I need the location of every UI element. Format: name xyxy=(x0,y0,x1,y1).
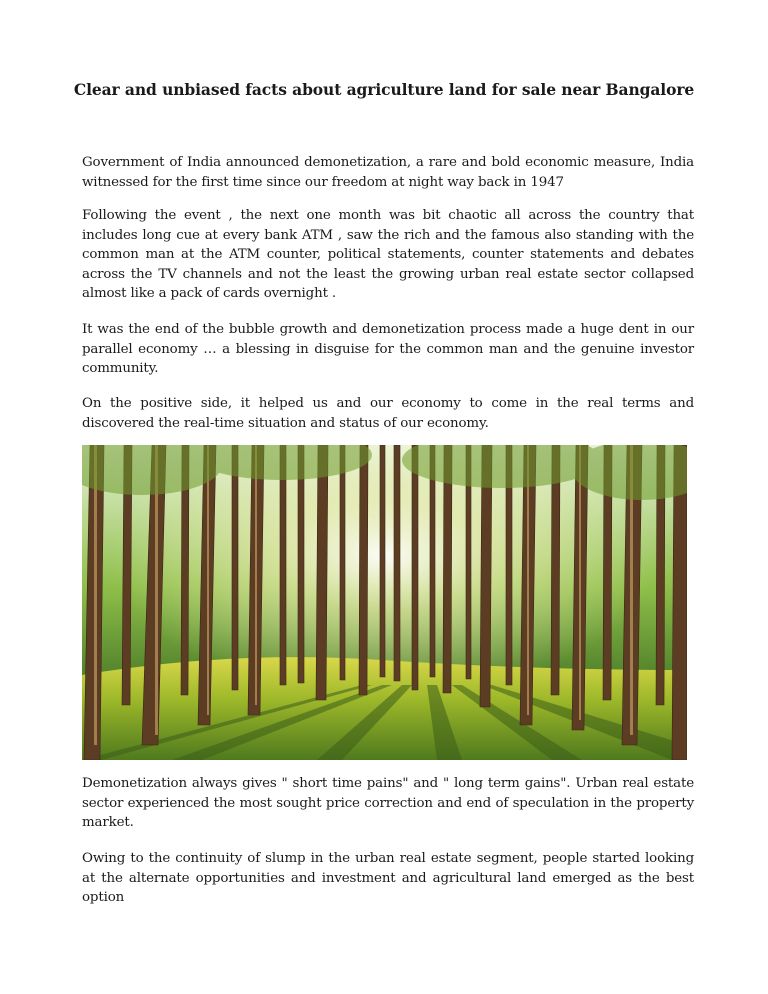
paragraph-agricultural-land: Owing to the continuity of slump in the urban real estate segment, people started looking at the alternate opportunities and investment and agricultural land emerged as the best option xyxy=(82,851,694,905)
paragraph-bubble-end: It was the end of the bubble growth and demonetization process made a huge dent in our parallel economy … a blessing in disguise for the common man and the genuine investor community. xyxy=(82,322,694,376)
paragraph-aftermath: Following the event , the next one month was bit chaotic all across the country that includes long cue at every bank ATM , saw the rich and the famous also standing with the common man at the ATM counter, political statements, counter statements and debates across the TV channels and not the least the growing urban real estate sector collapsed almost like a pack of cards overnight . xyxy=(82,208,694,301)
paragraph-positive-side: On the positive side, it helped us and our economy to come in the real terms and discovered the real-time situation and status of our economy. xyxy=(82,396,694,431)
forest-photo xyxy=(82,445,687,760)
paragraph-demonetization-intro: Government of India announced demonetization, a rare and bold economic measure, India witnessed for the first time since our freedom at night way back in 1947 xyxy=(82,155,694,190)
paragraph-pains-gains: Demonetization always gives " short time pains" and " long term gains". Urban real estate sector experienced the most sought price correction and end of speculation in the property market. xyxy=(82,776,694,830)
document-title: Clear and unbiased facts about agriculture land for sale near Bangalore xyxy=(73,80,695,99)
